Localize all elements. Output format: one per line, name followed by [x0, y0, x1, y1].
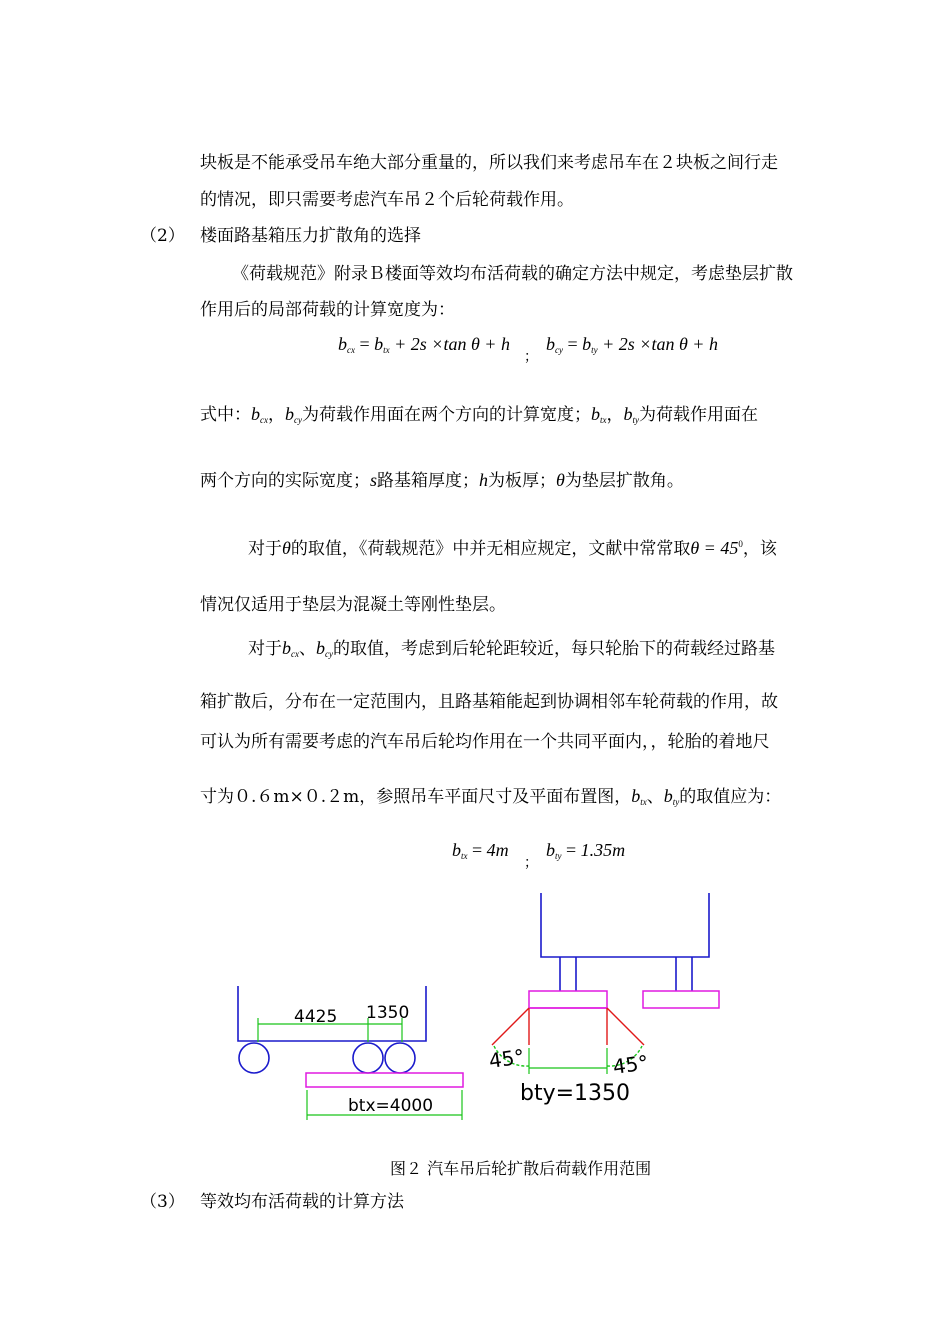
dim-4425-label: 4425	[294, 1007, 338, 1027]
front-wheel	[239, 1043, 269, 1073]
para4-line1: 对于$b_{cx}$、$b_{cy}$的取值，考虑到后轮轮距较近，每只轮胎下的荷载经过路基	[248, 638, 775, 659]
where-line2: 两个方向的实际宽度；s路基箱厚度；h为板厚；θ为垫层扩散角。	[200, 470, 684, 491]
bty-label: bty=1350	[520, 1081, 631, 1106]
where-line1: 式中：$b_{cx}$，$b_{cy}$为荷载作用面在两个方向的计算宽度；$b_{tx}$，$b_{ty}$为荷载作用面在	[200, 404, 758, 425]
tire-pad-right	[643, 991, 719, 1008]
angle-right-label: 45°	[611, 1050, 650, 1079]
crane-front-view	[541, 893, 709, 991]
btx-label: btx=4000	[348, 1096, 434, 1116]
formula2-separator: ；	[524, 855, 538, 871]
para1-line2: 的情况，即只需要考虑汽车吊２个后轮荷载作用。	[200, 190, 574, 210]
tire-pad-left	[529, 991, 607, 1008]
section2-title: 楼面路基箱压力扩散角的选择	[200, 226, 421, 246]
angle-left-label: 45°	[487, 1044, 526, 1073]
road-box-side	[306, 1073, 463, 1087]
figure-caption: 图２ 汽车吊后轮扩散后荷载作用范围	[390, 1159, 652, 1178]
diffusion-lines	[492, 1008, 644, 1045]
section3-number: （3）	[140, 1192, 185, 1212]
rear-wheel-1	[353, 1043, 383, 1073]
para2-line2: 作用后的局部荷载的计算宽度为：	[200, 300, 455, 320]
para3-line1: 对于θ的取值，《荷载规范》中并无相应规定，文献中常常取$\theta = 45^0$，该	[248, 538, 777, 559]
section3-title: 等效均布活荷载的计算方法	[200, 1192, 404, 1212]
para4-line3: 可认为所有需要考虑的汽车吊后轮均作用在一个共同平面内，，轮胎的着地尺	[200, 732, 770, 752]
formula-separator: ；	[524, 349, 538, 365]
formula-bcy: $b_{cy} = b_{ty} + 2s \times\tan$ θ + h	[546, 334, 718, 355]
rear-wheel-2	[385, 1043, 415, 1073]
para1-line1: 块板是不能承受吊车绝大部分重量的，所以我们来考虑吊车在２块板之间行走	[200, 153, 778, 173]
dim-1350-label: 1350	[366, 1003, 410, 1023]
para4-line2: 箱扩散后，分布在一定范围内，且路基箱能起到协调相邻车轮荷载的作用，故	[200, 692, 778, 712]
para2-line1: 《荷载规范》附录Ｂ楼面等效均布活荷载的确定方法中规定，考虑垫层扩散	[232, 264, 793, 284]
dimension-bty	[529, 1048, 607, 1074]
para3-line2: 情况仅适用于垫层为混凝土等刚性垫层。	[200, 595, 506, 615]
formula-bty: $b_{ty} = 1.35m$	[546, 840, 626, 861]
formula-btx: $b_{tx} = 4m$	[452, 840, 509, 861]
crane-frame	[541, 893, 709, 957]
section2-number: （2）	[140, 226, 185, 246]
crane-side-view	[238, 986, 426, 1073]
formula-bcx: $b_{cx} = b_{tx} + 2s \times\tan$ θ + h	[338, 334, 510, 355]
para4-line4: 寸为０.６m×０.２m，参照吊车平面尺寸及平面布置图，$b_{tx}$、$b_{ty}$的取值应为：	[200, 786, 782, 807]
